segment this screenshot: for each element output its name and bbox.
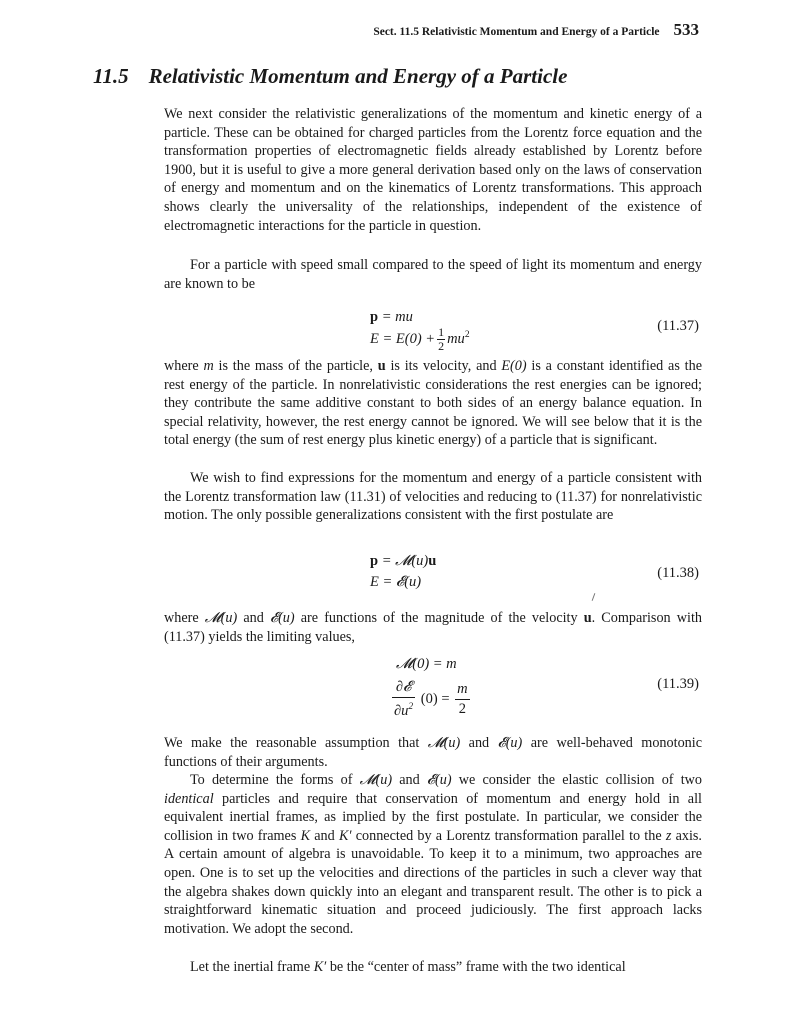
eq-1138-line1: p = 𝓜(u)u bbox=[370, 553, 437, 569]
running-head bbox=[373, 20, 699, 40]
section-title: Relativistic Momentum and Energy of a Particle bbox=[148, 64, 568, 88]
paragraph-rest-energy: where m is the mass of the particle, u is its velocity, and E(0) is a constant identified as the rest energy of the particle. In nonrelativistic considerations the rest energies can be ignored; they contribute the same additive constant to both sides of an energy balance equation. In special relativity, however, the rest energy cannot be ignored. We will see below that it is the total energy (the sum of rest energy plus kinetic energy) of a particle that is significant. bbox=[164, 358, 702, 449]
running-title: Sect. 11.5 Relativistic Momentum and Energy of a Particle bbox=[373, 26, 660, 38]
equation-11-37 bbox=[164, 309, 702, 353]
paragraph-generalization: We wish to find expressions for the momentum and energy of a particle consistent with the Lorentz transformation law (11.31) of velocities and reducing to (11.37) for nonrelativistic motion. The only possible generalizations consistent with the first postulate are bbox=[164, 470, 702, 524]
paragraph-collision: To determine the forms of 𝓜(u) and 𝓔(u) we consider the elastic collision of two identical particles and require that conservation of momentum and energy hold in all equivalent inertial frames, as implied by the first postulate. In particular, we consider the collision in two frames K and K′ connected by a Lorentz transformation parallel to the z axis. A certain amount of algebra is unavoidable. To keep it to a minimum, two approaches are open. One is to set up the velocities and directions of the particles in such a clever way that the algebra shakes down quickly into an elegant and transparent result. The other is to pick a straightforward kinematic situation and proceed judiciously. The first approach lacks motivation. We adopt the second. bbox=[164, 772, 702, 937]
eq-1139-tag: (11.39) bbox=[657, 676, 699, 692]
section-number: 11.5 bbox=[93, 64, 129, 88]
eq-1138-tag: (11.38) bbox=[657, 565, 699, 581]
equation-11-39 bbox=[164, 656, 702, 720]
eq-1137-half: $\frac{1}{2}$ bbox=[438, 325, 445, 353]
eq-1139-line2: ∂𝓔 $\partial u^2$ (0) = $\frac{m}{2}$ bbox=[394, 679, 468, 719]
eq-1137-line1: p = mu bbox=[370, 309, 413, 325]
paragraph-center-of-mass: Let the inertial frame K′ be the “center of mass” frame with the two identical bbox=[190, 959, 626, 975]
eq-1137-line2: E = E(0) + $\frac{1}{2}$ $mu^2$ bbox=[370, 325, 470, 353]
eq-1139-ratio: $\frac{m}{2}$ bbox=[457, 680, 468, 717]
eq-1139-line1: 𝓜(0) = m bbox=[396, 656, 457, 672]
page-number: 533 bbox=[673, 20, 699, 39]
paragraph-low-speed: For a particle with speed small compared to the speed of light its momentum and energy are known to be bbox=[164, 257, 702, 292]
paragraph-intro: We next consider the relativistic generalizations of the momentum and kinetic energy of a particle. These can be obtained for charged particles from the Lorentz force equation and the transformation properties of electromagnetic fields already established by Lorentz before 1900, but it is useful to give a more general derivation based only on the laws of conservation of energy and momentum and on the kinematics of Lorentz transformations. This approach shows clearly the universality of the relationships, independent of the existence of electromagnetic interactions for the particle in question. bbox=[164, 106, 702, 234]
eq-1137-tag: (11.37) bbox=[657, 318, 699, 334]
stray-mark bbox=[592, 593, 596, 601]
section-heading bbox=[93, 64, 567, 89]
eq-1138-line2: E = 𝓔(u) bbox=[370, 574, 422, 590]
equation-11-38 bbox=[164, 553, 702, 593]
paragraph-limiting-values: where 𝓜(u) and 𝓔(u) are functions of the magnitude of the velocity u. Comparison with (11.37) yields the limiting values, bbox=[164, 610, 702, 645]
eq-1139-derivative: ∂𝓔 $\partial u^2$ bbox=[394, 679, 414, 719]
paragraph-assumption: We make the reasonable assumption that 𝓜(u) and 𝓔(u) are well-behaved monotonic functions of their arguments. bbox=[164, 735, 702, 770]
